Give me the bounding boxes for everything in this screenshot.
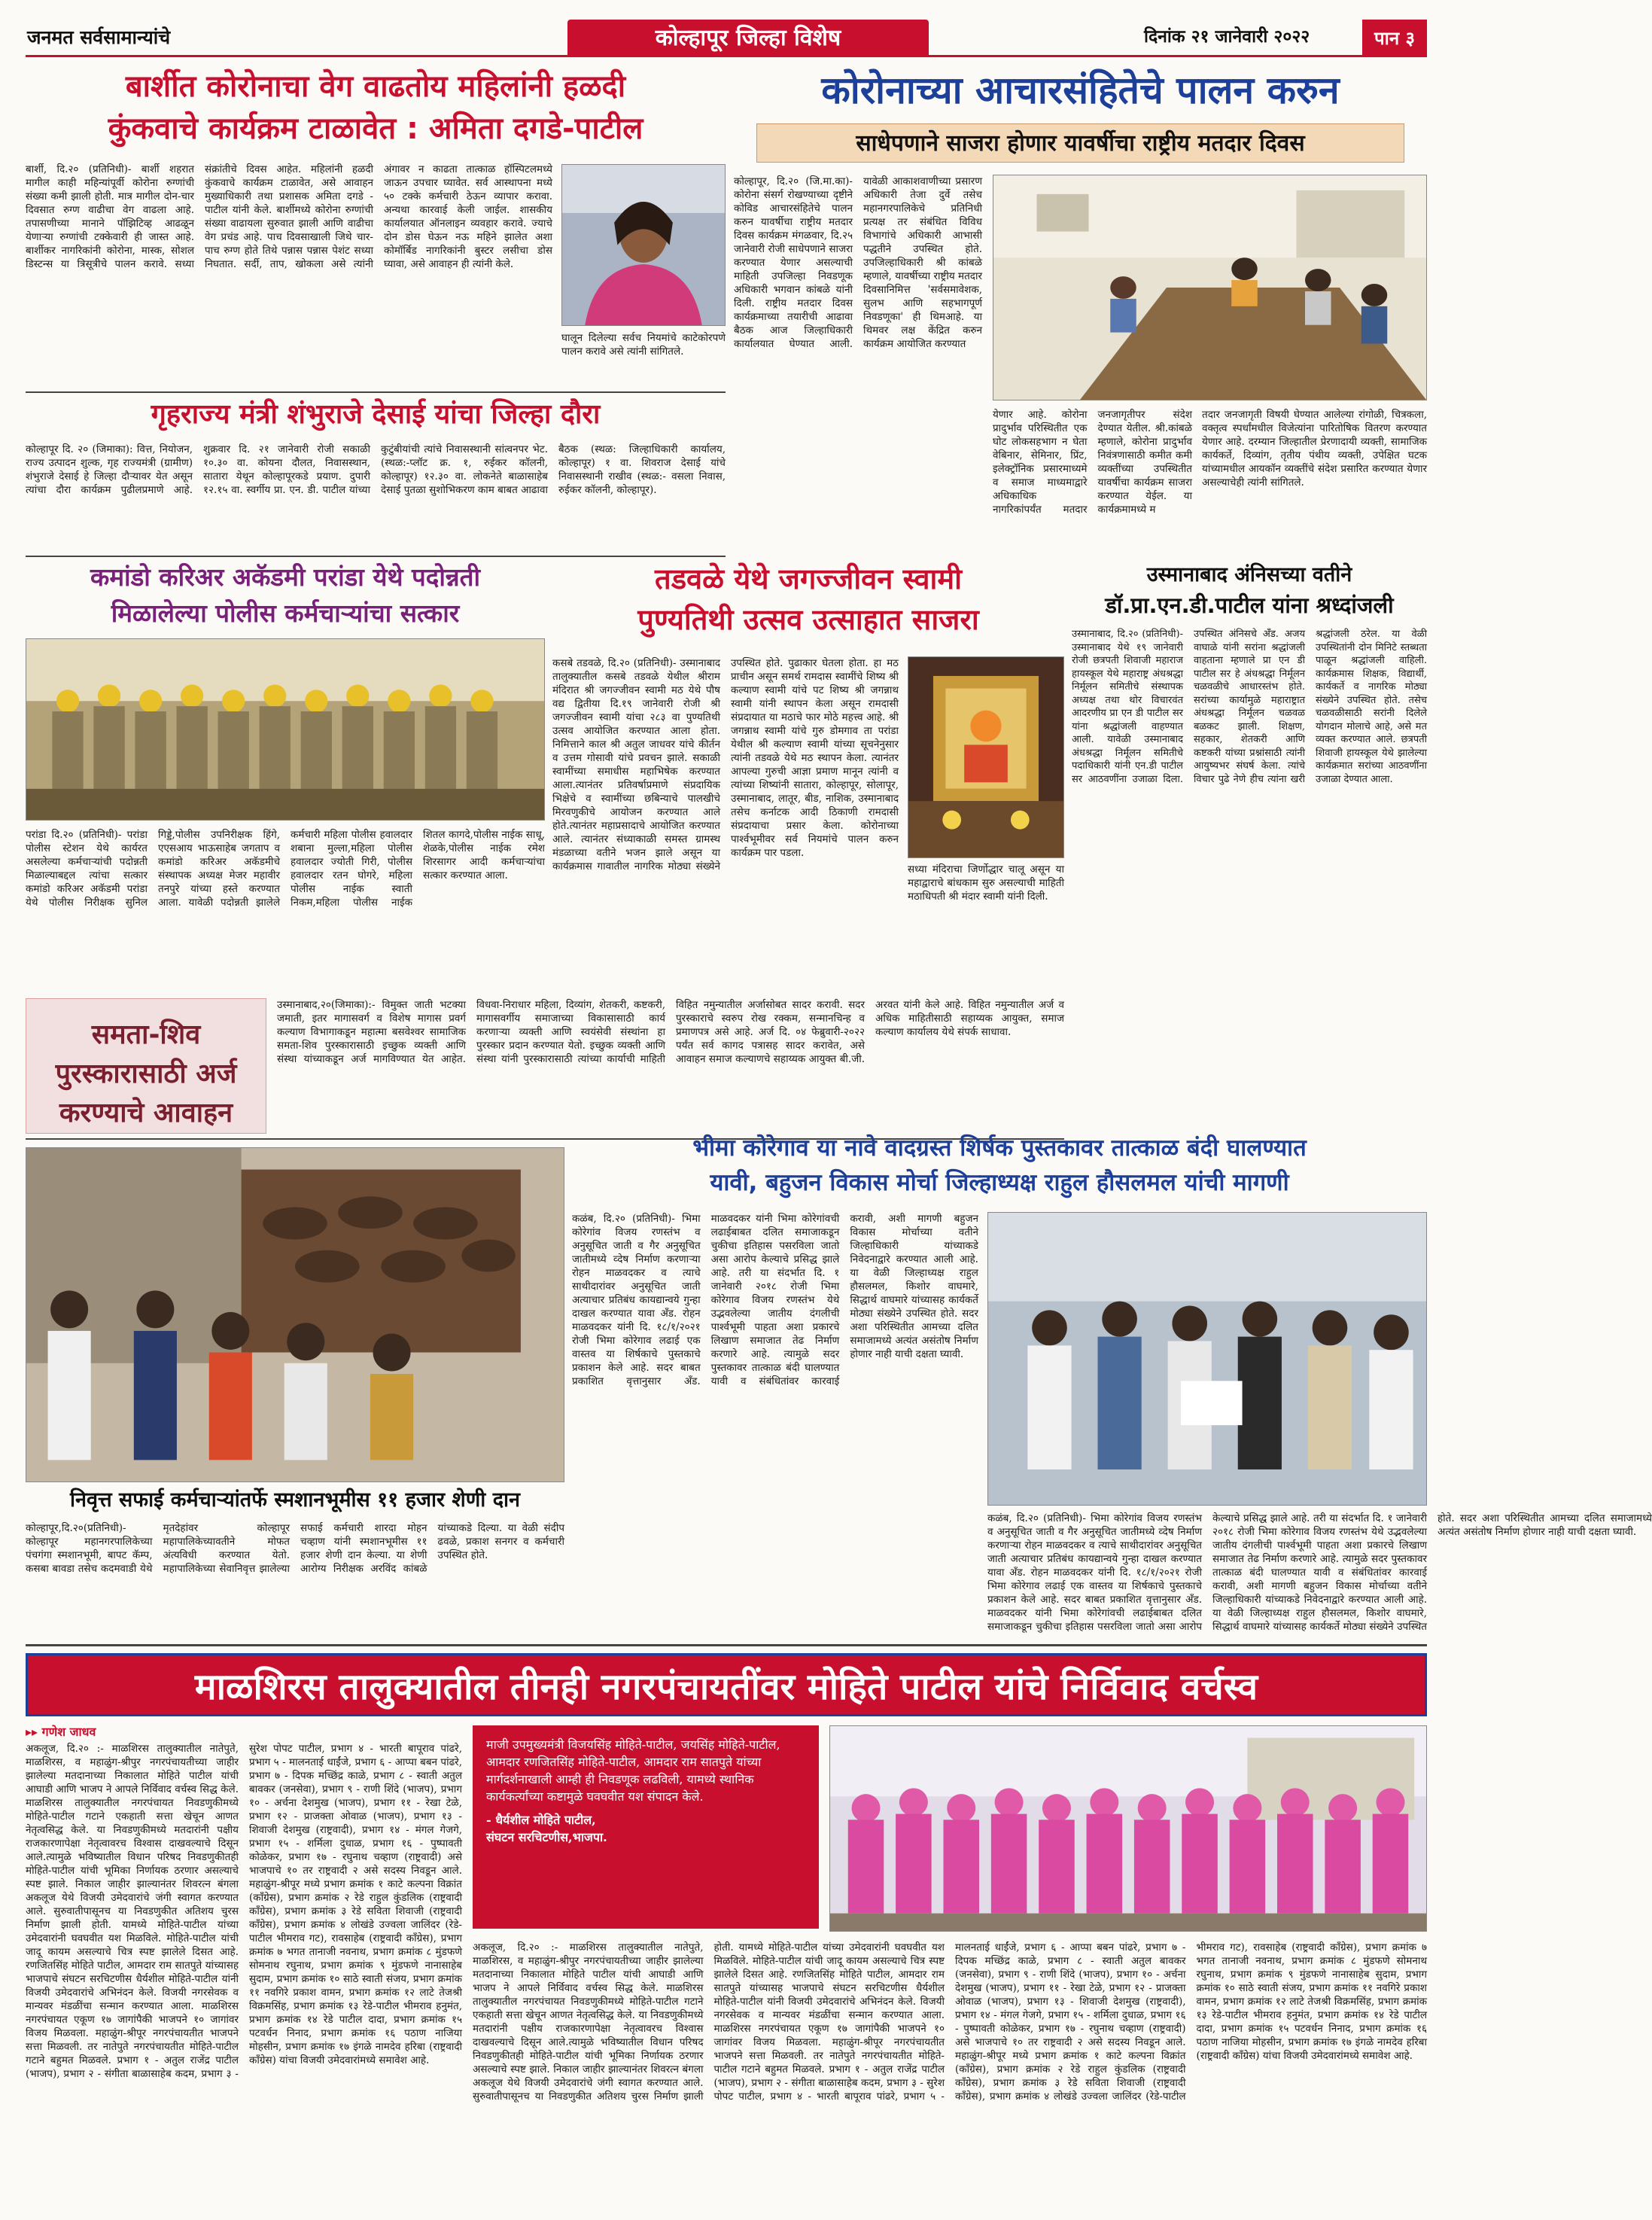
article-body: अकलूज, दि.२० :- माळशिरस तालुक्यातील नातेपुते, माळशिरस, व महाळुंग-श्रीपुर नगरपंचायतीच्या जाहीर झालेल्या मतदानाच्या निकालात मोहिते पाटील यांची आघाडी आणि भाजप ने आपले निर्विवाद वर्चस्व सिद्ध केले. माळशिरस तालुक्यातील नगरपंचायत निवडणुकीमध्ये मोहिते-पाटील गटाने एकहाती सत्ता खेचून आणत नेतृत्वसिद्ध केले. या निवडणुकीमध्ये मतदारांनी पक्षीय राजकारणापेक्षा नेतृत्वावरच विश्वास दाखवल्याचे दिसून आले.त्यामुळे भविष्यातील विधान परिषद निवडणुकीतही मोहिते-पाटील यांची भूमिका निर्णायक ठरणार असल्याचे स्पष्ट झाले. निकाल जाहीर झाल्यानंतर शिवरत्न बंगला अकलूज येथे विजयी उमेदवारांचे जंगी स्वागत करण्यात आले. सुरुवातीपासूनच या निवडणुकीत अतिशय चुरस निर्माण झाली होती. यामध्ये मोहिते-पाटील यांच्या उमेदवारांनी घवघवीत यश मिळविले. मोहिते-पाटील यांची जादू कायम असल्याचे चित्र स्पष्ट झालेले दिसत आहे. रणजितसिंह मोहिते पाटील, आमदार राम सातपुते यांच्यासह भाजपाचे संघटन सरचिटणीस धैर्यशील मोहिते-पाटील यांनी विजयी उमेदवारांचे अभिनंदन केले. विजयी नगरसेवक व मान्यवर मंडळींचा सन्मान करण्यात आला. माळशिरस नगरपंचायत एकूण १७ जागांपैकी भाजपने १० जागांवर विजय मिळवला. महाळुंग-श्रीपूर नगरपंचायतीत भाजपने सत्ता मिळवली. तर नातेपुते नगरपंचायतीत मोहिते-पाटील गटाने बहुमत मिळवले. प्रभाग १ - अतुल राजेंद्र पाटील (भाजप), प्रभाग २ - संगीता बाळासाहेब कदम, प्रभाग ३ - सुरेश पोपट पाटील, प्रभाग ४ - भारती बापूराव पांढरे, प्रभाग ५ - मालनताई धाईंजे, प्रभाग ६ - आप्पा बबन पांढरे, प्रभाग ७ - दिपक मच्छिंद्र काळे, प्रभाग ८ - स्वाती अतुल बावकर (जनसेवा), प्रभाग ९ - राणी शिंदे (भाजप), प्रभाग १० - अर्चना देशमुख (भाजप), प्रभाग ११ - रेखा टेळे, प्रभाग १२ - प्राजक्ता ओवाळ (भाजप), प्रभाग १३ - शिवाजी देशमुख (राष्ट्रवादी), प्रभाग १४ - मंगल गेजगे, प्रभाग १५ - शर्मिला दुधाळ, प्रभाग १६ - पुष्पावती कोळेकर, प्रभाग १७ - रघुनाथ चव्हाण (राष्ट्रवादी) असे भाजपाचे १० तर राष्ट्रवादी २ असे सदस्य निवडून आले. महाळुंग-श्रीपूर मध्ये प्रभाग क्रमांक १ काटे कल्पना विक्रांत (कॉंग्रेस), प्रभाग क्रमांक २ रेडे राहुल कुंडलिक (राष्ट्रवादी काँग्रेस), प्रभाग क्रमांक ३ रेडे सविता शिवाजी (राष्ट्रवादी कॉंग्रेस), प्रभाग क्रमांक ४ लोखंडे उज्वला जालिंदर (रेडे-पाटील भीमराव गट), रावसाहेब (राष्ट्रवादी काँग्रेस), प्रभाग क्रमांक ७ भगत तानाजी नवनाथ, प्रभाग क्रमांक ८ मुंडफणे सोमनाथ रघुनाथ, प्रभाग क्रमांक ९ मुंडफणे नानासाहेब सुदाम, प्रभाग क्रमांक १० साठे स्वाती संजय, प्रभाग क्रमांक ११ नवगिरे प्रकाश वामन, प्रभाग क्रमांक १२ लाटे तेजश्री विक्रमसिंह, प्रभाग क्रमांक १३ रेडे-पाटील भीमराव हनुमंत, प्रभाग क्रमांक १४ रेडे पाटील दादा, प्रभाग क्रमांक १५ पटवर्धन निनाद, प्रभाग क्रमांक १६ पठाण नाजिया मोहसीन, प्रभाग क्रमांक १७ इंगळे नामदेव हरिबा (राष्ट्रवादी काँग्रेस) यांचा विजयी उमेदवारांमध्ये समावेश आहे. bbox=[26, 1743, 462, 2080]
quote-role: संघटन सरचिटणीस,भाजपा. bbox=[486, 1830, 607, 1844]
article-body: कोल्हापूर दि. २० (जिमाका): वित्त, नियोजन, राज्य उत्पादन शुल्क, गृह राज्यमंत्री (ग्रामीण) शंभुराजे देसाई हे जिल्हा दौऱ्यावर येत असून त्यांचा दौरा कार्यक्रम पुढीलप्रमाणे आहे. शुक्रवार दि. २१ जानेवारी रोजी सकाळी १०.३० वा. कोयना दौलत, निवासस्थान, सातारा येथून कोल्हापूरकडे प्रयाण. दुपारी १२.१५ वा. स्वर्गीय प्रा. एन. डी. पाटील यांच्या कुटुंबीयांची त्यांचे निवासस्थानी सांत्वनपर भेट. (स्थळ:-प्लॉट क्र. १, रुईकर कॉलनी, कोल्हापूर) १२.३० वा. लोकनेते बाळासाहेब देसाई पुतळा सुशोभिकरण काम बाबत आढावा बैठक (स्थळ: जिल्हाधिकारी कार्यालय, कोल्हापूर) १ वा. शिवराज देसाई यांचे निवासस्थानी राखीव (स्थळ:- वसला निवास, रुईकर कॉलनी, कोल्हापूर). bbox=[26, 443, 726, 496]
headline-line-1: बार्शीत कोरोनाचा वेग वाढतोय महिलांनी हळदी bbox=[125, 69, 626, 104]
byline-marker: ▸▸ bbox=[26, 1725, 38, 1739]
article-sheni-donation bbox=[26, 1147, 564, 1640]
article-body-col-3: तदार जनजागृती विषयी घेण्यात आलेल्या रांगोळी, चित्रकला, वक्तृत्व स्पर्धांमधील विजेत्यांना पारितोषिक वितरण करण्यात येणार आहे. दरम्यान जिल्हातील प्रेरणादायी व्यक्ती, सामाजिक कार्यकर्ते, दिव्यांग, तृतीय पंथीय व्यक्ती, उपेक्षित घटक यांच्यामधील आयकॉन व्यक्तींचे संदेश प्रसारित करण्यात येणार असल्याचेही त्यांनी सांगितले. bbox=[1202, 409, 1427, 489]
divider bbox=[26, 1644, 1427, 1646]
masthead bbox=[26, 20, 1427, 57]
headline-line-2: पुण्यतिथी उत्सव उत्साहात साजरा bbox=[637, 603, 979, 636]
page-number: पान ३ bbox=[1362, 20, 1427, 57]
headline-line-2: डॉ.प्रा.एन.डी.पाटील यांना श्रध्दांजली bbox=[1105, 592, 1394, 618]
headline: गृहराज्य मंत्री शंभुराजे देसाई यांचा जिल्हा दौरा bbox=[151, 399, 601, 430]
article-body-col-2: येणार आहे. कोरोना प्रादुर्भाव परिस्थितीत एक घोट लोकसहभाग न घेता वेबिनार, सेमिनार, प्रिंट, इलेक्ट्रॉनिक प्रसारमाध्यमे व समाज माध्यमाद्वारे अधिकाधिक नागरिकांपर्यंत मतदार जनजागृतीपर संदेश देण्यात येतील. श्री.कांबळे म्हणाले, कोरोना प्रादुर्भाव निवंत्रणासाठी कमीत कमी व्यक्तींच्या उपस्थितीत यावर्षीचा कार्यक्रम साजरा करण्यात येईल. या कार्यक्रमामध्ये म bbox=[993, 409, 1192, 516]
article-bhima-koregaon bbox=[572, 1134, 1652, 1640]
quote-box bbox=[473, 1725, 819, 1929]
article-body: उस्मानाबाद,२०(जिमाका):- विमुक्त जाती भटक्या जमाती, इतर मागासवर्ग व विशेष मागास प्रवर्ग कल्याण विभागाकडून महात्मा बसवेश्वर सामाजिक समता-शिव पुरस्कारासाठी इच्छुक व्यक्ती आणि संस्था यांच्याकडून अर्ज मागविण्यात येत आहेत. विधवा-निराधार महिला, दिव्यांग, शेतकरी, कष्टकरी, मागासवर्गीय समाजाच्या विकासासाठी कार्य करणाऱ्या व्यक्ती आणि स्वयंसेवी संस्थांना हा पुरस्कार प्रदान करण्यात येतो. इच्छुक व्यक्ती आणि संस्था यांनी पुरस्कारासाठी त्यांच्या कार्याची माहिती विहित नमुन्यातील अर्जासोबत सादर करावी. सदर पुरस्काराचे स्वरुप रोख रक्कम, सन्मानचिन्ह व प्रमाणपत्र असे आहे. अर्ज दि. ०४ फेब्रुवारी-२०२२ पर्यंत सर्व कागद पत्रासह सादर करावेत, असे आवाहन समाज कल्याणचे सहाय्यक आयुक्त बी.जी. अरवत यांनी केले आहे. विहित नमुन्यातील अर्ज व अधिक माहितीसाठी सहाय्यक आयुक्त, समाज कल्याण कार्यालय येथे संपर्क साधावा. bbox=[277, 999, 1064, 1065]
donation-photo bbox=[26, 1147, 564, 1482]
divider bbox=[26, 556, 726, 557]
headline: कोरोनाच्या आचारसंहितेचे पालन करुन bbox=[821, 69, 1340, 112]
quote-signature: - धैर्यशील मोहिते पाटील, bbox=[486, 1813, 596, 1827]
headline-line-1: भीमा कोरेगाव या नावे वादग्रस्त शिर्षक पुस्तकावर तात्काळ बंदी घालण्यात bbox=[692, 1134, 1307, 1162]
masthead-slogan: जनमत सर्वसामान्यांचे bbox=[27, 26, 171, 48]
meeting-photo bbox=[993, 175, 1427, 400]
article-body-continued bbox=[473, 1941, 1427, 2203]
article-samata-shiv bbox=[26, 994, 1064, 1138]
headline-line-2: मिळालेल्या पोलीस कर्मचाऱ्यांचा सत्कार bbox=[111, 598, 460, 628]
article-body-tail: अकलूज, दि.२० :- माळशिरस तालुक्यातील नातेपुते, माळशिरस, व महाळुंग-श्रीपुर नगरपंचायतीच्या जाहीर झालेल्या मतदानाच्या निकालात मोहिते पाटील यांची आघाडी आणि भाजप ने आपले निर्विवाद वर्चस्व सिद्ध केले. माळशिरस तालुक्यातील नगरपंचायत निवडणुकीमध्ये मोहिते-पाटील गटाने एकहाती सत्ता खेचून आणत नेतृत्वसिद्ध केले. या निवडणुकीमध्ये मतदारांनी पक्षीय राजकारणापेक्षा नेतृत्वावरच विश्वास दाखवल्याचे दिसून आले.त्यामुळे भविष्यातील विधान परिषद निवडणुकीतही मोहिते-पाटील यांची भूमिका निर्णायक ठरणार असल्याचे स्पष्ट झाले. निकाल जाहीर झाल्यानंतर शिवरत्न बंगला अकलूज येथे विजयी उमेदवारांचे जंगी स्वागत करण्यात आले. सुरुवातीपासूनच या निवडणुकीत अतिशय चुरस निर्माण झाली होती. यामध्ये मोहिते-पाटील यांच्या उमेदवारांनी घवघवीत यश मिळविले. मोहिते-पाटील यांची जादू कायम असल्याचे चित्र स्पष्ट झालेले दिसत आहे. रणजितसिंह मोहिते पाटील, आमदार राम सातपुते यांच्यासह भाजपाचे संघटन सरचिटणीस धैर्यशील मोहिते-पाटील यांनी विजयी उमेदवारांचे अभिनंदन केले. विजयी नगरसेवक व मान्यवर मंडळींचा सन्मान करण्यात आला. माळशिरस नगरपंचायत एकूण १७ जागांपैकी भाजपने १० जागांवर विजय मिळवला. महाळुंग-श्रीपूर नगरपंचायतीत भाजपने सत्ता मिळवली. तर नातेपुते नगरपंचायतीत मोहिते-पाटील गटाने बहुमत मिळवले. प्रभाग १ - अतुल राजेंद्र पाटील (भाजप), प्रभाग २ - संगीता बाळासाहेब कदम, प्रभाग ३ - सुरेश पोपट पाटील, प्रभाग ४ - भारती बापूराव पांढरे, प्रभाग ५ - मालनताई धाईंजे, प्रभाग ६ - आप्पा बबन पांढरे, प्रभाग ७ - दिपक मच्छिंद्र काळे, प्रभाग ८ - स्वाती अतुल बावकर (जनसेवा), प्रभाग ९ - राणी शिंदे (भाजप), प्रभाग १० - अर्चना देशमुख (भाजप), प्रभाग ११ - रेखा टेळे, प्रभाग १२ - प्राजक्ता ओवाळ (भाजप), प्रभाग १३ - शिवाजी देशमुख (राष्ट्रवादी), प्रभाग १४ - मंगल गेजगे, प्रभाग १५ - शर्मिला दुधाळ, प्रभाग १६ - पुष्पावती कोळेकर, प्रभाग १७ - रघुनाथ चव्हाण (राष्ट्रवादी) असे भाजपाचे १० तर राष्ट्रवादी २ असे सदस्य निवडून आले. महाळुंग-श्रीपूर मध्ये प्रभाग क्रमांक १ काटे कल्पना विक्रांत (कॉंग्रेस), प्रभाग क्रमांक २ रेडे राहुल कुंडलिक (राष्ट्रवादी काँग्रेस), प्रभाग क्रमांक ३ रेडे सविता शिवाजी (राष्ट्रवादी कॉंग्रेस), प्रभाग क्रमांक ४ लोखंडे उज्वला जालिंदर (रेडे-पाटील भीमराव गट), रावसाहेब (राष्ट्रवादी काँग्रेस), प्रभाग क्रमांक ७ भगत तानाजी नवनाथ, प्रभाग क्रमांक ८ मुंडफणे सोमनाथ रघुनाथ, प्रभाग क्रमांक ९ मुंडफणे नानासाहेब सुदाम, प्रभाग क्रमांक १० साठे स्वाती संजय, प्रभाग क्रमांक ११ नवगिरे प्रकाश वामन, प्रभाग क्रमांक १२ लाटे तेजश्री विक्रमसिंह, प्रभाग क्रमांक १३ रेडे-पाटील भीमराव हनुमंत, प्रभाग क्रमांक १४ रेडे पाटील दादा, प्रभाग क्रमांक १५ पटवर्धन निनाद, प्रभाग क्रमांक १६ पठाण नाजिया मोहसीन, प्रभाग क्रमांक १७ इंगळे नामदेव हरिबा (राष्ट्रवादी काँग्रेस) यांचा विजयी उमेदवारांमध्ये समावेश आहे. bbox=[473, 1941, 1427, 2103]
headline-line-1: उस्मानाबाद अंनिसच्या वतीने bbox=[1146, 563, 1352, 586]
headline-line-2: यावी, बहुजन विकास मोर्चा जिल्हाध्यक्ष राहुल हौसलमल यांची मागणी bbox=[710, 1169, 1289, 1196]
temple-photo bbox=[908, 656, 1064, 858]
article-body-continued bbox=[987, 1512, 1652, 1634]
article-body: बार्शी, दि.२० (प्रतिनिधी)- बार्शी शहरात मागील काही महिन्यांपूर्वी कोरोना रुग्णांची संख्या कमी झाली होती. मात्र मागील दोन-चार दिवसात रुग्ण वाढीचा वेग वाढला आहे. तपासणीच्या मानाने पॉझिटिव्ह आढळून येणाऱ्या रुग्णांची टक्केवारी ही जास्त आहे. बार्शीकर नागरिकांनी कोरोना, मास्क, सोशल डिस्टन्स या त्रिसूत्रीचे पालन करावे. सध्या संक्रांतीचे दिवस आहेत. महिलांनी हळदी कुंकवाचे कार्यक्रम टाळावेत, असे आवाहन मुख्याधिकारी तथा प्रशासक अमिता दगडे - पाटील यांनी केले. बार्शीमध्ये कोरोना रुग्णांची संख्या वाढायला सुरुवात झाली आणि वाढीचा वेग प्रचंड आहे. पाच दिवसाखाली जिथे चार-पाच रुग्ण होते तिथे पन्नास पन्नास पेशंट सध्या निघतात. सर्दी, ताप, खोकला असे त्यांनी अंगावर न काढता तात्काळ हॉस्पिटलमध्ये जाऊन उपचार घ्यावेत. सर्व आस्थापना मध्ये ५० टक्के कर्मचारी ठेऊन व्यापार करावा. अन्यथा कारवाई केली जाईल. शासकीय कार्यालयात ऑनलाइन व्यवहार करावे. ज्याचे दोन डोस घेऊन नऊ महिने झालेत अशा कोमॉर्बिड नागरिकांनी बुस्टर लसीचा डोस घ्यावा, असे आवाहन ही त्यांनी केले. bbox=[26, 163, 552, 270]
quote-text: माजी उपमुख्यमंत्री विजयसिंह मोहिते-पाटील, जयसिंह मोहिते-पाटील, आमदार रणजितसिंह मोहिते-पाटील, आमदार राम सातपुते यांच्या मार्गदर्शनाखाली आम्ही ही निवडणूक लढविली, यामध्ये स्थानिक कार्यकर्त्यांच्या कष्टामुळे घवघवीत यश संपादन केले. bbox=[486, 1737, 780, 1804]
felicitation-photo bbox=[26, 638, 545, 821]
article-body: कोल्हापूर,दि.२०(प्रतिनिधी)- कोल्हापूर महानगरपालिकेच्या पंचगंगा स्मशानभूमी, बापट कॅम्प, कसबा बावडा तसेच कदमवाडी येथे मृतदेहांवर कोल्हापूर महापालिकेच्यावतीने मोफत अंत्यविधी करण्यात येतो. महापालिकेच्या सेवानिवृत्त झालेल्या सफाई कर्मचारी शारदा मोहन चव्हाण यांनी स्मशानभूमीस ११ हजार शेणी दान केल्या. या शेणी आरोग्य निरीक्षक अरविंद कांबळे यांच्याकडे दिल्या. या वेळी संदीप ढवळे, प्रकाश सनगर व कर्मचारी उपस्थित होते. bbox=[26, 1522, 564, 1575]
portrait-photo bbox=[561, 164, 726, 326]
section-title: कोल्हापूर जिल्हा विशेष bbox=[567, 20, 929, 57]
article-body: उस्मानाबाद, दि.२० (प्रतिनिधी)- उस्मानाबाद येथे १९ जानेवारी रोजी छत्रपती शिवाजी महाराज हायस्कूल येथे महाराष्ट्र अंधश्रद्धा निर्मूलन समितीचे संस्थापक अध्यक्ष तथा थोर विचारवंत आदरणीय प्रा एन डी पाटील सर यांना श्रद्धांजली वाहण्यात आली. यावेळी उस्मानाबाद अंधश्रद्धा निर्मूलन समितीचे पदाधिकारी यांनी एन.डी पाटील सर आठवणींना उजाळा दिला. उपस्थित अंनिसचे अँड. अजय वाघाळे यांनी सरांना श्रद्धांजली वाहताना म्हणाले प्रा एन डी पाटील सर हे अंधश्रद्धा निर्मूलन चळवळीचे आधारस्तंभ होते. सरांच्या कार्यामुळे महाराष्ट्रात अंधश्रद्धा निर्मूलन चळवळ बळकट झाली. शिक्षण, सहकार, शेतकरी आणि कष्टकरी यांच्या प्रश्नांसाठी त्यांनी आयुष्यभर संघर्ष केला. त्यांचे विचार पुढे नेणे हीच त्यांना खरी श्रद्धांजली ठरेल. या वेळी उपस्थितांनी दोन मिनिटे स्तब्धता पाळून श्रद्धांजली वाहिली. कार्यक्रमास शिक्षक, विद्यार्थी, कार्यकर्ते व नागरिक मोठ्या संख्येने उपस्थित होते. तसेच चळवळीसाठी सरांनी दिलेले योगदान मोलाचे आहे, असे मत व्यक्त करण्यात आले. छत्रपती शिवाजी हायस्कूल येथे झालेल्या कार्यक्रमात सरांच्या आठवणींना उजाळा देण्यात आला. bbox=[1072, 629, 1427, 785]
byline-name: गणेश जाधव bbox=[41, 1725, 96, 1739]
photo-caption: निवृत्त सफाई कर्मचाऱ्यांतर्फे स्मशानभूमीस ११ हजार शेणी दान bbox=[69, 1488, 521, 1512]
article-body-tail: कळंब, दि.२० (प्रतिनिधी)- भिमा कोरेगांव विजय रणस्तंभ व अनुसूचित जाती व गैर अनुसूचित जातीमध्ये व्देष निर्माण करणाऱ्या रोहन माळवदकर व त्याचे साथीदारांवर अनुसूचित जाती अत्याचार प्रतिबंध कायद्यान्वये गुन्हा दाखल करण्यात यावा अँड. रोहन माळवदकर यांनी दि. १८/१/२०२१ रोजी भिमा कोरेगाव लढाई एक वास्तव या शिर्षकाचे पुस्तकाचे प्रकाशन केले आहे. सदर बाबत प्रकाशित वृत्तानुसार अँड. माळवदकर यांनी भिमा कोरेगांवची लढाईबाबत दलित समाजाकडून चुकीचा इतिहास पसरविला जातो असा आरोप केल्याचे प्रसिद्ध झाले आहे. तरी या संदर्भात दि. १ जानेवारी २०१८ रोजी भिमा कोरेगाव विजय रणस्तंभ येथे उद्भवलेल्या जातीय दंगलीची पार्श्वभूमी पाहता अशा प्रकारचे लिखाण समाजात तेढ निर्माण करणारे आहे. त्यामुळे सदर पुस्तकावर तात्काळ बंदी घालण्यात यावी व संबंधितांवर कारवाई करावी, अशी मागणी बहुजन विकास मोर्चाच्या वतीने जिल्हाधिकारी यांच्याकडे निवेदनाद्वारे करण्यात आली आहे. या वेळी जिल्हाध्यक्ष राहुल हौसलमल, किशोर वाघमारे, सिद्धार्थ वाघमारे यांच्यासह कार्यकर्ते मोठ्या संख्येने उपस्थित होते. सदर अशा परिस्थितीत आमच्या दलित समाजामध्ये अत्यंत असंतोष निर्माण होणार नाही याची दक्षता घ्यावी. bbox=[987, 1512, 1652, 1633]
article-body: परांडा दि.२० (प्रतिनिधी)- परांडा पोलीस स्टेशन येथे कार्यरत असलेल्या कर्मचाऱ्यांची पदोन्नती मिळाल्याबद्दल त्यांचा सत्कार कमांडो करिअर अकॅडमी परांडा येथे पोलीस निरीक्षक सुनिल गिड्डे,पोलीस उपनिरीक्षक हिंगे, एएसआय भाऊसाहेब जगताप व कमांडो करिअर अकॅडमीचे संस्थापक अध्यक्ष मेजर महावीर तनपुरे यांच्या हस्ते करण्यात आला. यावेळी पदोन्नती झालेले कर्मचारी महिला पोलीस हवालदार शबाना मुल्ला,महिला पोलीस हवालदार ज्योती गिरी, पोलीस हवालदार रतन घोगरे, महिला पोलीस नाईक स्वाती निकम,महिला पोलीस नाईक शितल कागदे,पोलीस नाईक साधू, शेळके,पोलीस नाईक रमेश शिरसागर आदी कर्मचाऱ्यांचा सत्कार करण्यात आला. bbox=[26, 829, 545, 909]
subheadline: साधेपणाने साजरा होणार यावर्षीचा राष्ट्रीय मतदार दिवस bbox=[756, 123, 1404, 163]
headline-line-1: कमांडो करिअर अकॅडमी परांडा येथे पदोन्नती bbox=[90, 562, 481, 592]
article-body-col-1: कोल्हापूर, दि.२० (जि.मा.का)- कोरोना संसर्ग रोखण्याच्या दृष्टीने कोविड आचारसंहितेचे पालन करुन यावर्षीचा राष्ट्रीय मतदार दिवस कार्यक्रम मंगळवार, दि.२५ जानेवारी रोजी साधेपणाने साजरा करण्यात येणार असल्याची माहिती उपजिल्हा निवडणूक अधिकारी भगवान कांबळे यांनी दिली. राष्ट्रीय मतदार दिवस कार्यक्रमाच्या तयारीची आढावा बैठक आज जिल्हाधिकारी कार्यालयात घेण्यात आली. यावेळी आकाशवाणीच्या प्रसारण अधिकारी तेजा दुर्वे तसेच महानगरपालिकेचे प्रतिनिधी प्रत्यक्ष तर संबंधित विविध विभागांचे अधिकारी आभासी पद्धतीने उपस्थित होते. उपजिल्हाधिकारी श्री कांबळे म्हणाले, यावर्षीच्या राष्ट्रीय मतदार दिवसानिमित्त 'सर्वसमावेशक, सुलभ आणि सहभागपूर्ण निवडणूका' ही थिमआहे. या थिमवर लक्ष केंद्रित करुन कार्यक्रम आयोजित करण्यात bbox=[734, 175, 982, 350]
headline-line-2: कुंकवाचे कार्यक्रम टाळावेत : अमिता दगडे-पाटील bbox=[108, 111, 643, 146]
article-malshiras bbox=[26, 1725, 1427, 2207]
victory-photo bbox=[829, 1725, 1427, 1932]
article-body: कसबे तडवळे, दि.२० (प्रतिनिधी)- उस्मानाबाद तालुक्यातील कसबे तडवळे येथील श्रीराम मंदिरात श्री जगज्जीवन स्वामी मठ येथे पौष वद्य द्वितीया दि.१९ जानेवारी रोजी श्री जगज्जीवन स्वामी यांचा २८३ वा पुण्यतिथी उत्सव आयोजित करण्यात आला होता. निमित्ताने काल श्री अतुल जाधवर यांचे कीर्तन व उत्तम गोसावी यांचे प्रवचन झाले. सकाळी स्वामींच्या समाधीस महाभिषेक करण्यात आला.त्यानंतर प्रतिवर्षाप्रमाणे संप्रदायिक भिक्षेचे व स्वामींच्या छबिन्याचे पालखीचे मिरवणुकीचे आयोजन करण्यात आले होते.त्यानंतर महाप्रसादाचे आयोजित करण्यात आले. त्यानंतर संध्याकाळी समस्त ग्रामस्थ मंडळाच्या वतीने भजन झाले असून या कार्यक्रमास गावातील नागरिक मोठ्या संख्येने उपस्थित होते. पुढाकार घेतला होता. हा मठ प्राचीन असून समर्थ रामदास स्वामींचे शिष्य श्री कल्याण स्वामी यांचे पट शिष्य श्री जगन्नाथ स्वामी यांनी स्थापन केला असून रामदासी संप्रदायात या मठाचे फार मोठे महत्त्व आहे. श्री जगन्नाथ स्वामी यांचे गुरु डोमगाव ता परांडा येथील श्री कल्याण स्वामी यांच्या सूचनेनुसार त्यांनी तडवळे येथे मठ स्थापन केला. त्यानंतर आपल्या गुरुची आज्ञा प्रमाण मानून त्यांनी व त्यांच्या शिष्यांनी सातारा, कोल्हापूर, सोलापूर, उस्मानाबाद, लातूर, बीड, नाशिक, उस्मानाबाद तसेच कर्नाटक आदी ठिकाणी रामदासी संप्रदायाचा प्रसार केला. कोरोनाच्या पार्श्वभूमीवर सर्व नियमांचे पालन करुन कार्यक्रम पार पडला. bbox=[552, 657, 899, 872]
article-body: कळंब, दि.२० (प्रतिनिधी)- भिमा कोरेगांव विजय रणस्तंभ व अनुसूचित जाती व गैर अनुसूचित जातीमध्ये व्देष निर्माण करणाऱ्या रोहन माळवदकर व त्याचे साथीदारांवर अनुसूचित जाती अत्याचार प्रतिबंध कायद्यान्वये गुन्हा दाखल करण्यात यावा अँड. रोहन माळवदकर यांनी दि. १८/१/२०२१ रोजी भिमा कोरेगाव लढाई एक वास्तव या शिर्षकाचे पुस्तकाचे प्रकाशन केले आहे. सदर बाबत प्रकाशित वृत्तानुसार अँड. माळवदकर यांनी भिमा कोरेगांवची लढाईबाबत दलित समाजाकडून चुकीचा इतिहास पसरविला जातो असा आरोप केल्याचे प्रसिद्ध झाले आहे. तरी या संदर्भात दि. १ जानेवारी २०१८ रोजी भिमा कोरेगाव विजय रणस्तंभ येथे उद्भवलेल्या जातीय दंगलीची पार्श्वभूमी पाहता अशा प्रकारचे लिखाण समाजात तेढ निर्माण करणारे आहे. त्यामुळे सदर पुस्तकावर तात्काळ बंदी घालण्यात यावी व संबंधितांवर कारवाई करावी, अशी मागणी बहुजन विकास मोर्चाच्या वतीने जिल्हाधिकारी यांच्याकडे निवेदनाद्वारे करण्यात आली आहे. या वेळी जिल्हाध्यक्ष राहुल हौसलमल, किशोर वाघमारे, सिद्धार्थ वाघमारे यांच्यासह कार्यकर्ते मोठ्या संख्येने उपस्थित होते. सदर अशा परिस्थितीत आमच्या दलित समाजामध्ये अत्यंत असंतोष निर्माण होणार नाही याची दक्षता घ्यावी. bbox=[572, 1213, 978, 1387]
headline: समता-शिव पुरस्कारासाठी अर्ज करण्याचे आवाहन bbox=[26, 998, 266, 1134]
article-tadvale bbox=[552, 563, 1064, 1001]
article-commando-academy bbox=[26, 563, 545, 1001]
issue-date: दिनांक २१ जानेवारी २०२२ bbox=[1144, 27, 1310, 47]
banner-headline: माळशिरस तालुक्यातील तीनही नगरपंचायतींवर मोहिते पाटील यांचे निर्विवाद वर्चस्व bbox=[26, 1653, 1427, 1716]
article-voters-day bbox=[734, 69, 1427, 551]
byline bbox=[26, 1725, 96, 1739]
memorandum-photo bbox=[987, 1212, 1427, 1506]
photo-caption: सध्या मंदिराचा जिर्णोद्धार चालू असून या महाद्वाराचे बांधकाम सुरु असल्याची माहिती मठाधिपती श्री मंदार स्वामी यांनी दिली. bbox=[908, 863, 1064, 903]
divider bbox=[26, 391, 726, 393]
photo-caption: घालून दिलेल्या सर्वच नियमांचे काटेकोरपणे पालन करावे असे त्यांनी सांगितले. bbox=[561, 332, 726, 358]
article-barshi bbox=[26, 69, 726, 389]
headline-line-1: तडवळे येथे जगज्जीवन स्वामी bbox=[655, 562, 962, 595]
article-shambhuraje bbox=[26, 399, 726, 550]
article-anis-tribute bbox=[1072, 563, 1427, 1195]
